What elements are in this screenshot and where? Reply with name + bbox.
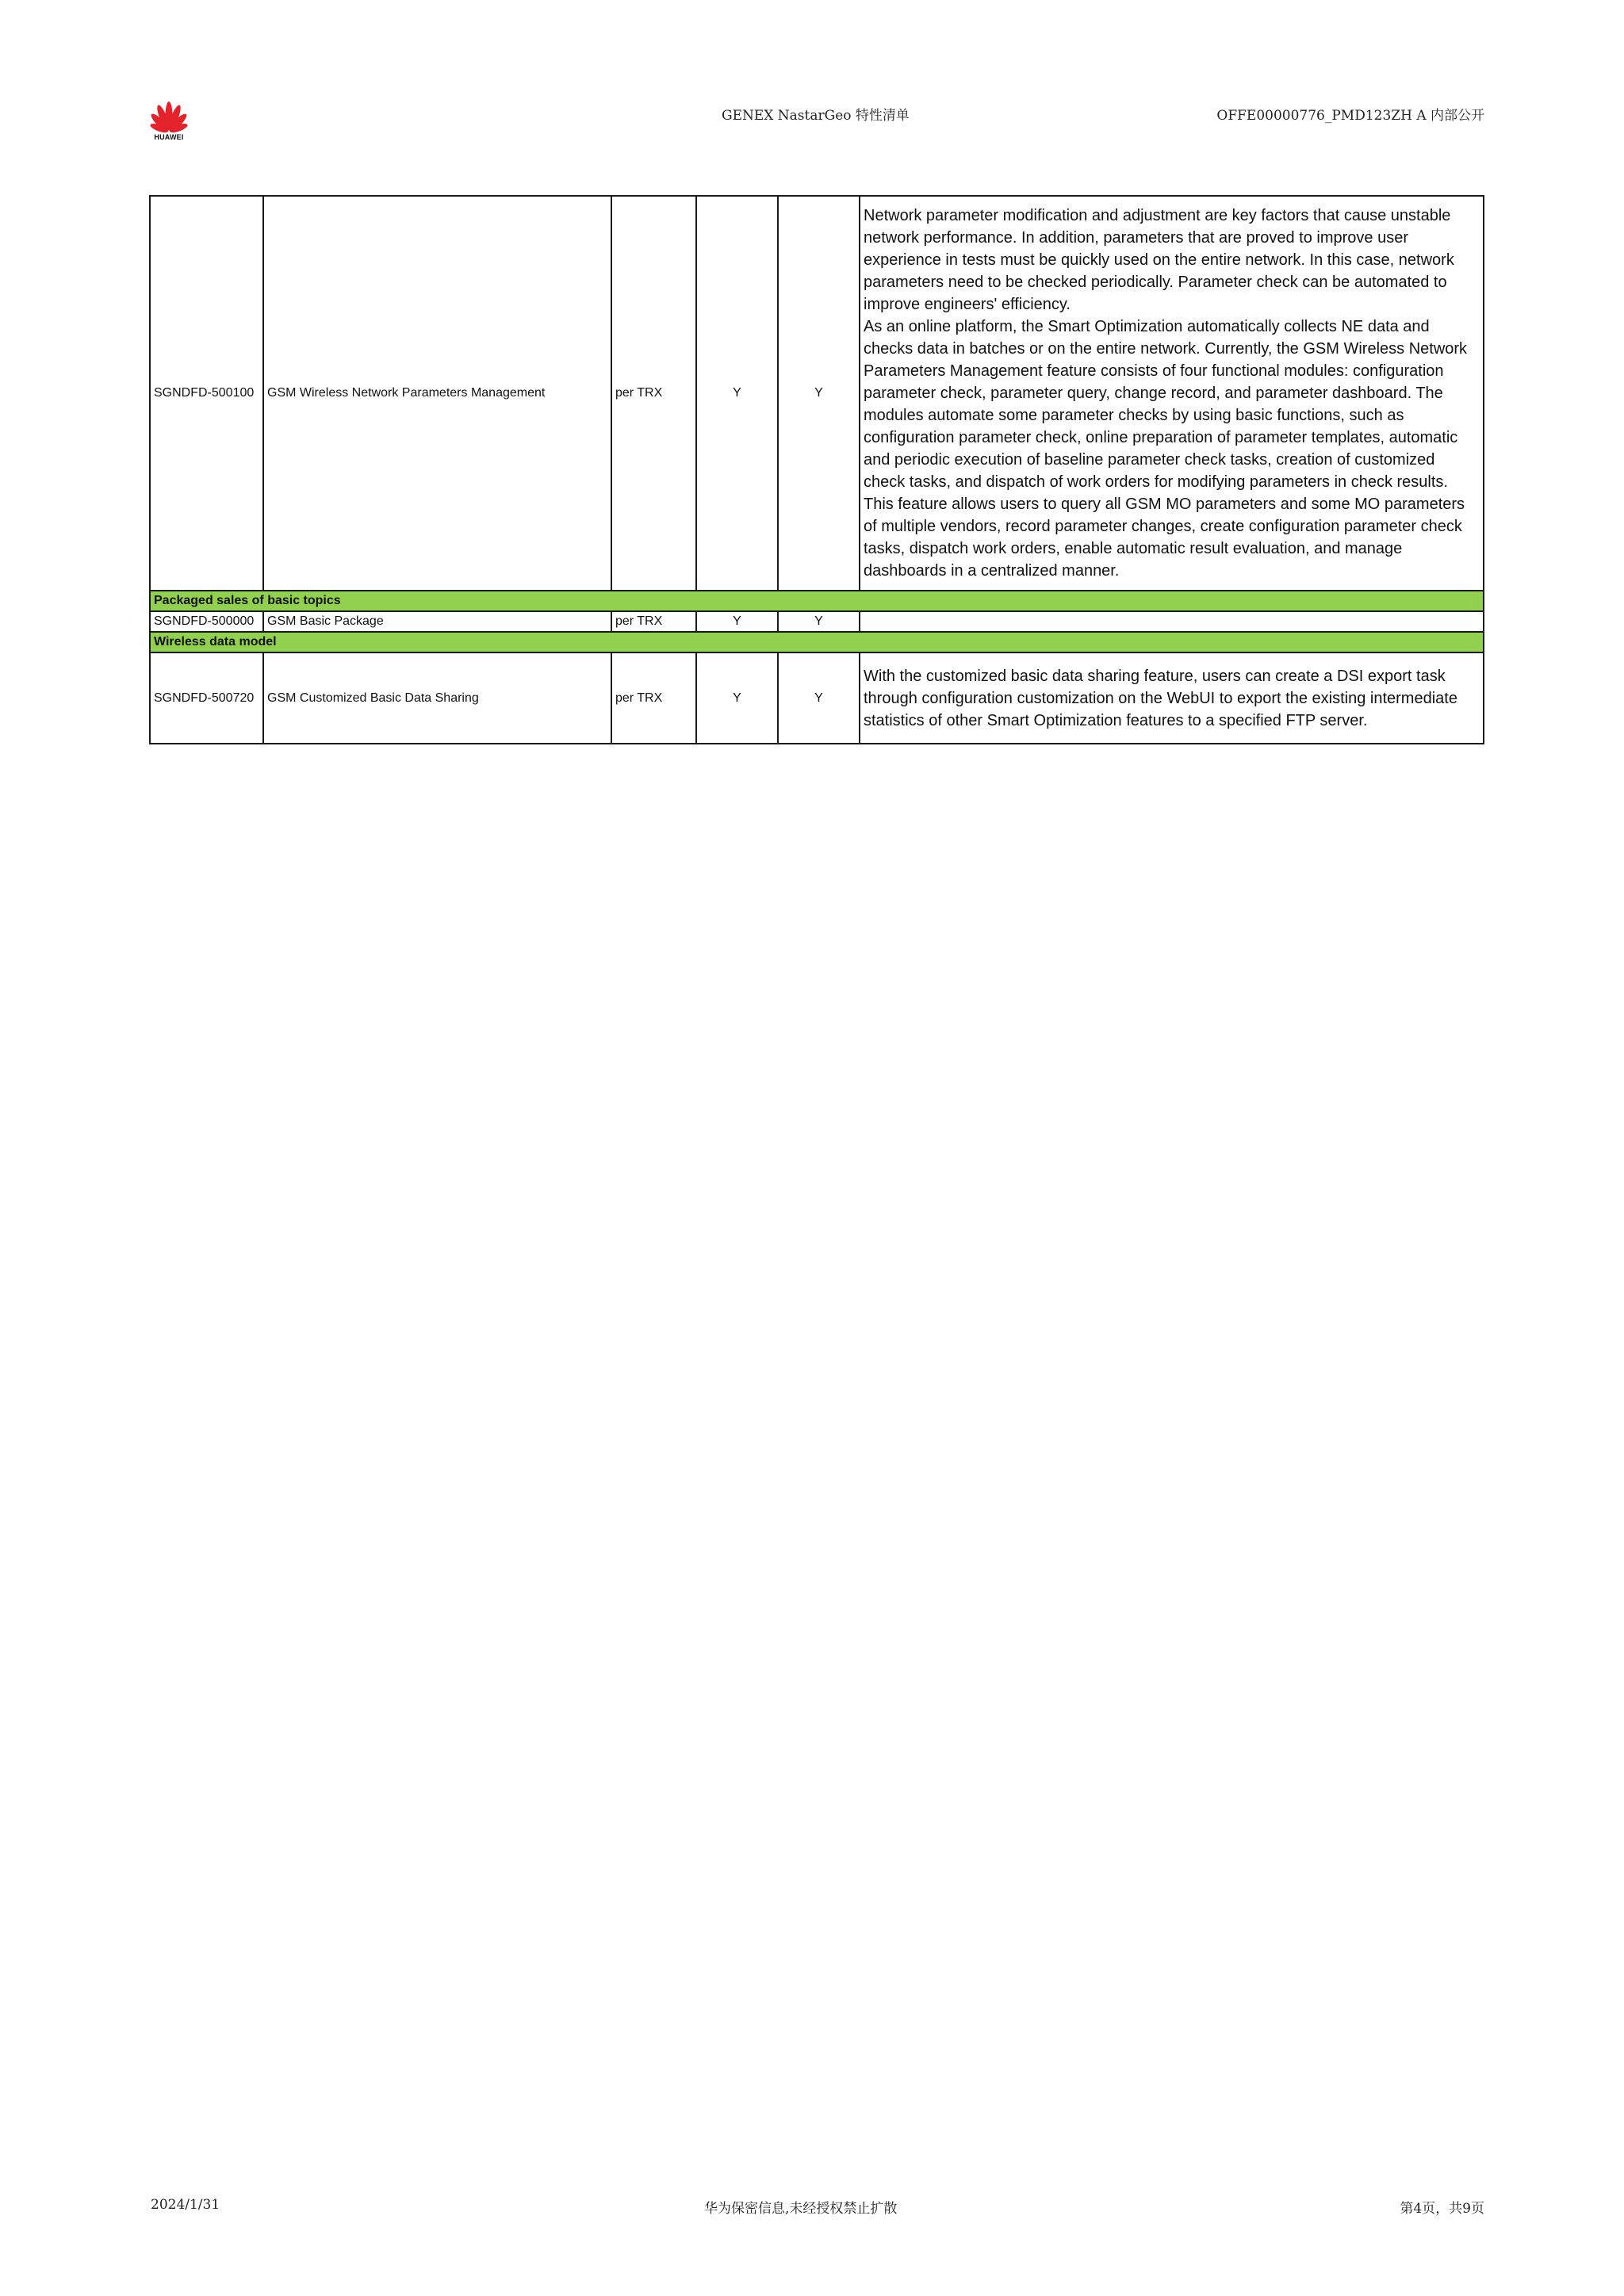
table-row [150, 196, 1484, 591]
flag-cell: Y [696, 652, 778, 744]
huawei-logo [144, 97, 193, 147]
flag-cell: Y [696, 611, 778, 632]
table-row [150, 652, 1484, 744]
document-title: GENEX NastarGeo 特性清单 [722, 108, 910, 124]
description-paragraph: Network parameter modification and adjustment are key factors that cause unstable network performance. In addition, parameters that are proved to improve user experience in tests must be quickly used on the entire network. In this case, network parameters need to be checked periodically. Parameter check can be automated to improve engineers' efficiency. [864, 207, 1454, 313]
description-paragraph: As an online platform, the Smart Optimization automatically collects NE data and checks data in batches or on the entire network. Currently, the GSM Wireless Network Parameters Management feature consists of four functional modules: configuration parameter check, parameter query, change record, and parameter dashboard. The modules automate some parameter checks by using basic functions, such as configuration parameter check, online preparation of parameter templates, automatic and periodic execution of baseline parameter check tasks, creation of customized check tasks, and dispatch of work orders for modifying parameters in check results. This feature allows users to query all GSM MO parameters and some MO parameters of multiple vendors, record parameter changes, create configuration parameter check tasks, dispatch work orders, enable automatic result evaluation, and manage dashboards in a centralized manner. [864, 318, 1468, 580]
section-row [150, 632, 1484, 652]
document-id: OFFE00000776_PMD123ZH A 内部公开 [1216, 108, 1484, 124]
table-row [150, 611, 1484, 632]
flag-cell: Y [778, 196, 860, 591]
flag-cell: Y [778, 611, 860, 632]
feature-description-cell: With the customized basic data sharing feature, users can create a DSI export task through configuration customization on the WebUI to export the existing intermediate statistics of other Smart Optimization features to a specified FTP server. [860, 652, 1484, 744]
feature-unit-cell: per TRX [611, 611, 696, 632]
footer-date: 2024/1/31 [151, 2197, 220, 2213]
flag-cell: Y [778, 652, 860, 744]
logo-wordmark: HUAWEI [154, 133, 184, 141]
feature-name-cell: GSM Customized Basic Data Sharing [263, 652, 611, 744]
footer-confidential-notice: 华为保密信息,未经授权禁止扩散 [704, 2201, 898, 2217]
feature-name-cell: GSM Basic Package [263, 611, 611, 632]
footer-page-number: 第4页，共9页 [1400, 2201, 1484, 2217]
section-label: Packaged sales of basic topics [150, 591, 1484, 611]
feature-name-cell: GSM Wireless Network Parameters Management [263, 196, 611, 591]
feature-description-cell [860, 611, 1484, 632]
section-row [150, 591, 1484, 611]
huawei-petals-icon [144, 97, 193, 133]
feature-id-cell: SGNDFD-500720 [150, 652, 263, 744]
feature-id-cell: SGNDFD-500100 [150, 196, 263, 591]
feature-unit-cell: per TRX [611, 196, 696, 591]
flag-cell: Y [696, 196, 778, 591]
feature-description-cell [860, 196, 1484, 591]
feature-unit-cell: per TRX [611, 652, 696, 744]
feature-table [149, 195, 1484, 744]
feature-id-cell: SGNDFD-500000 [150, 611, 263, 632]
section-label: Wireless data model [150, 632, 1484, 652]
